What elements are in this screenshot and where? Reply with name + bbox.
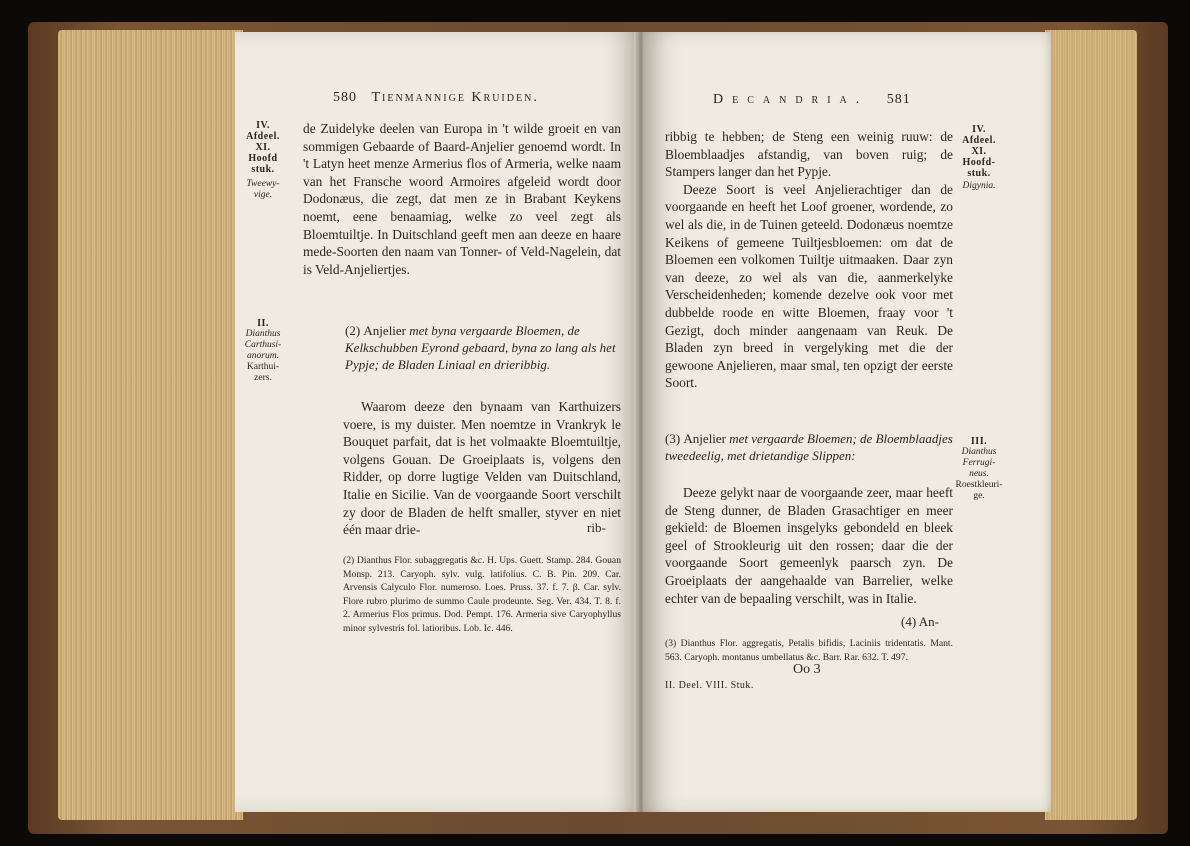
right-body-top — [665, 128, 953, 392]
margin-line: ge. — [973, 491, 985, 501]
margin-line: Afdeel. — [962, 135, 996, 146]
margin-line: Dianthus — [961, 447, 997, 457]
species-number: (2) — [345, 323, 361, 338]
species-description: met byna vergaarde Bloemen, de Kelkschubben Eyrond gebaard, byna zo lang als het Pypje; de Bladen Liniaal en drieribbig. — [345, 323, 616, 372]
left-catchword: rib- — [587, 520, 606, 535]
signature-line: II. Deel. VIII. Stuk. — [665, 680, 754, 691]
left-page-number: 580 — [333, 90, 357, 105]
margin-line: Dianthus — [245, 329, 281, 339]
margin-line: IV. — [256, 120, 270, 131]
margin-line: stuk. — [967, 168, 991, 179]
margin-line: II. — [257, 318, 269, 329]
left-body-bottom — [343, 398, 621, 539]
margin-line: XI. — [971, 146, 987, 157]
left-footnote: (2) Dianthus Flor. subaggregatis &c. H. Ups. Guett. Stamp. 284. Gouan Monsp. 213. Caryoph. sylv. vulg. latifolius. C. B. Pin. 209. Car. Arvensis Calyculo Flor. numeroso. Loes. Pruss. 37. f. 7. β. Car. sylv. Flore rubro plurimo de summo Caule prodeunte. Seg. Ver. 434. T. 8. f. 2. Armerius Flos primus. Dod. Pempt. 176. Armeria sive Caryophyllus minor sylvestris fol. latioribus. Lob. Ic. 446. — [343, 555, 621, 634]
right-margin-note-species — [953, 436, 1005, 502]
right-footnote: (3) Dianthus Flor. aggregatis, Petalis bifidis, Laciniis tridentatis. Mant. 563. Caryoph. montanus umbellatus &c. Barr. Rar. 632. T. 497. — [665, 638, 953, 663]
left-margin-note-part — [239, 120, 287, 201]
margin-line: Digynia. — [962, 181, 996, 191]
left-page-edges — [58, 30, 243, 820]
left-paragraph-1: de Zuidelyke deelen van Europa in 't wilde groeit en van sommigen Gebaarde of Baard-Anjelier genoemd wordt. In 't Latyn heet menze Armerius flos of Armeria, welke naam van het Fransche woord Armoires afgeleid wordt door Dodonæus, die zegt, dat men ze in Brabant Keykens noemt, eene benaamiag, welke zo veel zegt als Bloemtuiltje. In Duitschland geeft men aan deeze en haare mede-Soorten den naam van Tonner- of Veld-Nagelein, dat is Veld-Anjeliertjes. — [303, 121, 621, 277]
right-species-heading — [665, 430, 953, 464]
left-page — [235, 32, 640, 812]
margin-line: Afdeel. — [246, 131, 280, 142]
margin-line: Roestkleuri- — [955, 480, 1003, 490]
margin-line: vige. — [253, 190, 273, 200]
right-catchword: (4) An- — [901, 614, 939, 629]
right-page-edges — [1045, 30, 1137, 820]
species-lead: Anjelier — [363, 323, 407, 338]
right-paragraph-1: ribbig te hebben; de Steng een weinig ruuw: de Bloemblaadjes afstandig, van boven ruig; de Stampers langer dan het Pypje. — [665, 129, 953, 180]
right-running-title: Decandria. — [713, 92, 869, 107]
right-paragraph-2: Deeze Soort is veel Anjelierachtiger dan de voorgaande en heeft het Loof groener, wordende, zo wel als die, in de Tuinen geteeld. Dodonæus noemtze Keikens of gemeene Tuiltjesbloemen: om dat de Bloemen een volkomen Tuiltje uitmaaken. Daar zyn van deeze, zo wel als van die, aanmerkelyke Verscheidenheden; komende dezelve ook voor met dubbelde roode en witte Bloemen, fraay voor 't Gezigt, doch minder aangenaam van Reuk. De Bladen zyn breed in vergelyking met die der gewoone Anjelieren, maar smal, ten opzigt der eerste Soort. — [665, 181, 953, 391]
signature-mark: Oo 3 — [793, 662, 821, 677]
margin-line: Karthui- — [246, 362, 280, 372]
margin-line: XI. — [255, 142, 271, 153]
left-running-title: Tienmannige Kruiden. — [371, 90, 539, 105]
margin-line: Hoofd — [248, 153, 278, 164]
species-description: met vergaarde Bloemen; de Bloemblaadjes tweedeelig, met drietandige Slippen: — [665, 431, 953, 463]
right-margin-note-part — [953, 124, 1005, 192]
margin-line: Tweewy- — [246, 179, 280, 189]
margin-line: Carthusi- — [244, 340, 282, 350]
margin-line: Hoofd- — [962, 157, 996, 168]
margin-line: stuk. — [251, 164, 275, 175]
margin-line: III. — [970, 436, 988, 447]
right-paragraph-3: Deeze gelykt naar de voorgaande zeer, maar heeft de Steng dunner, de Bladen Grasachtiger en meer gekield: de Bloemen insgelyks gebondeld en bleek geel of Strookleurig uit den rossen; daar die der voorgaande Soort gemeenlyk paarsch zyn. De Groeiplaats der aangehaalde van Barrelier, welke echter van de bepaaling verschilt, was in Italie. — [665, 485, 953, 606]
species-lead: Anjelier — [683, 431, 727, 446]
left-running-head — [333, 90, 539, 106]
right-body-bottom — [665, 484, 953, 607]
left-body-top — [303, 120, 621, 278]
left-species-heading — [345, 322, 621, 373]
species-number: (3) — [665, 431, 681, 446]
margin-line: Ferrugi- — [962, 458, 996, 468]
right-page — [643, 32, 1051, 812]
right-running-head — [713, 92, 911, 108]
margin-line: IV. — [972, 124, 986, 135]
margin-line: zers. — [254, 373, 272, 383]
margin-line: anorum. — [247, 351, 279, 361]
margin-line: neus. — [969, 469, 989, 479]
left-margin-note-species — [239, 318, 287, 384]
left-paragraph-2: Waarom deeze den bynaam van Karthuizers voere, is my duister. Men noemtze in Vrankryk le Bouquet parfait, dat is het volmaakte Bloemtuiltje, volgens Gouan. De Groeiplaats is, volgens den Ridder, op dorre lugtige Velden van Duitschland, Italie en Sicilie. Van de voorgaande Soort verschilt zy door de Bladen de helft smaller, styver en niet één maar drie- — [343, 399, 621, 538]
right-page-number: 581 — [886, 92, 911, 107]
